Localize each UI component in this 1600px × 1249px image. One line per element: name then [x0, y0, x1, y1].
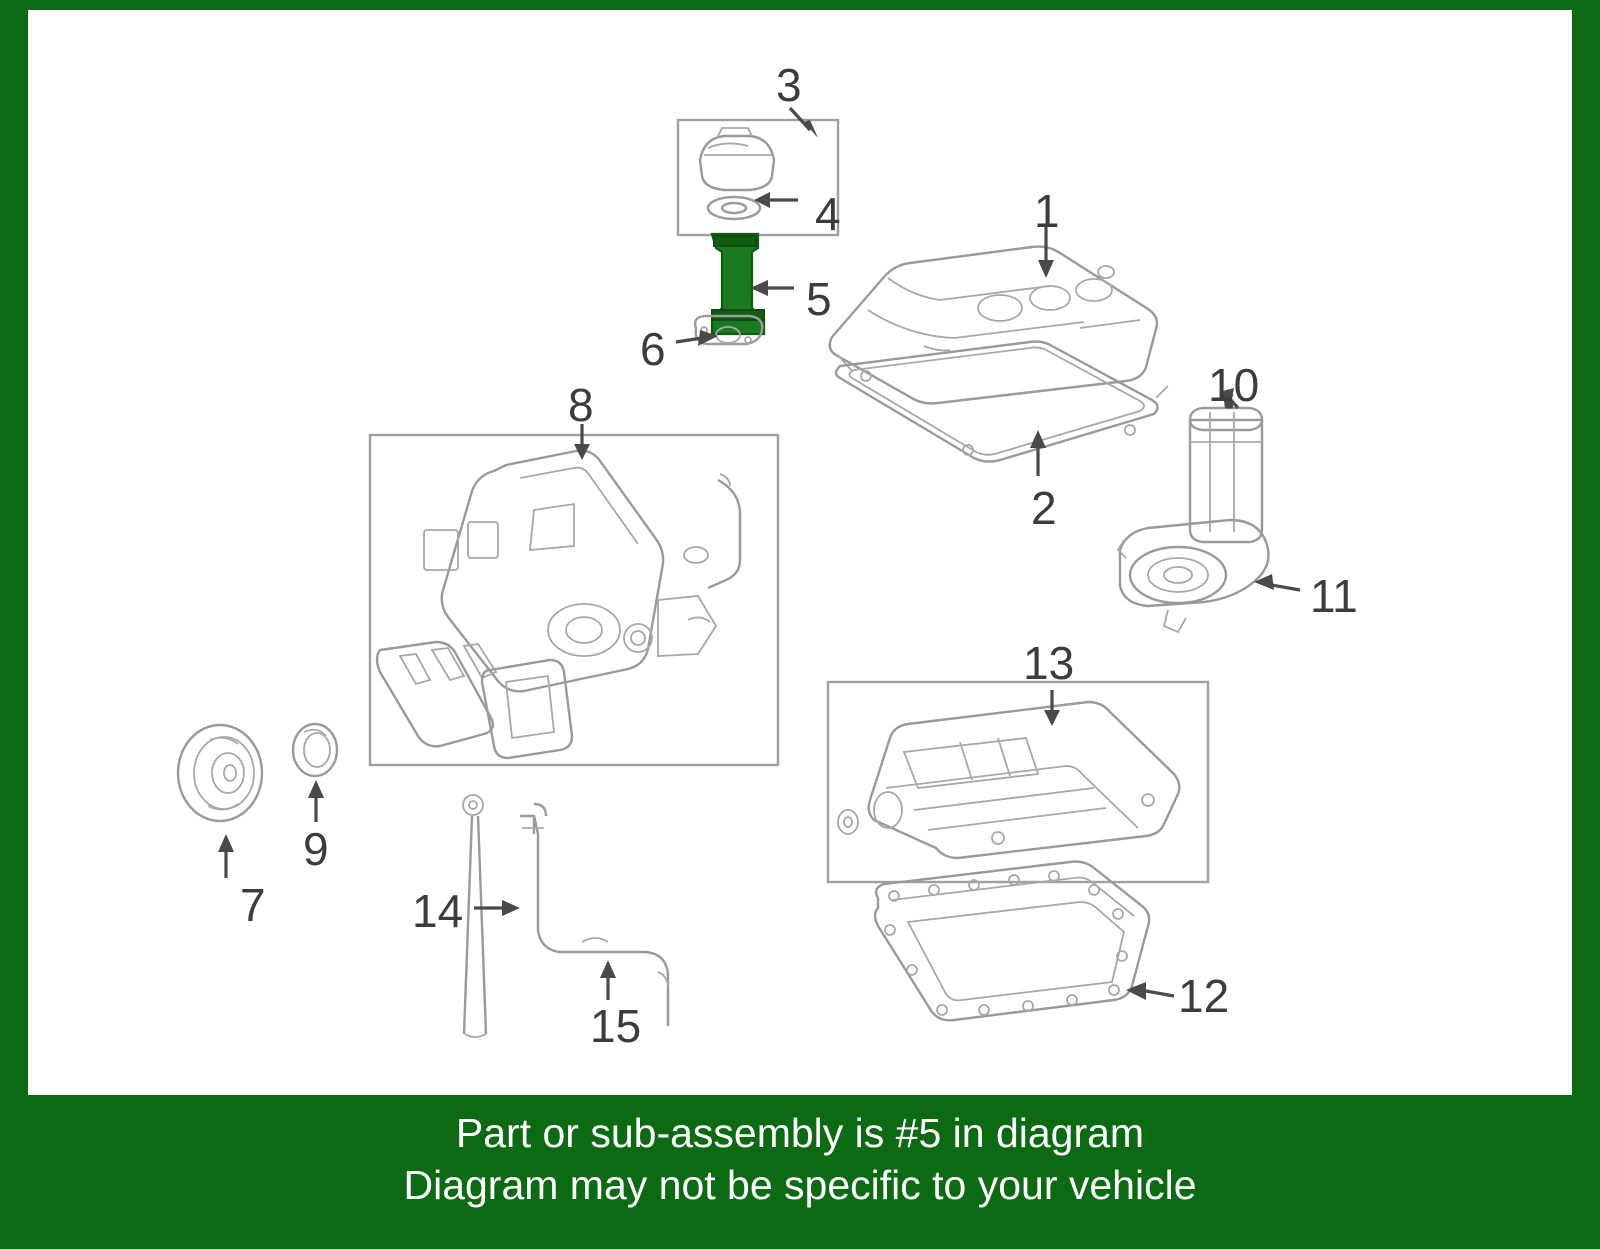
part-group-2-valve-cover-gasket — [836, 342, 1158, 462]
part-group-15-dipstick-tube — [520, 804, 668, 1026]
callout-number-15: 15 — [590, 1000, 642, 1052]
callout-number-10: 10 — [1208, 359, 1260, 411]
banner-line-1: Part or sub-assembly is #5 in diagram — [455, 1110, 1145, 1156]
callout-number-13: 13 — [1023, 637, 1075, 689]
callout-number-2: 2 — [1031, 482, 1057, 534]
callout-number-5: 5 — [806, 273, 832, 325]
callout-number-8: 8 — [568, 379, 594, 431]
diagram-canvas — [28, 10, 1572, 1095]
diagram-svg — [28, 10, 1572, 1095]
part-group-7-crankshaft-pulley — [178, 725, 262, 821]
banner-line-2: Diagram may not be specific to your vehicle — [403, 1162, 1197, 1209]
part-group-3-oil-cap-box — [678, 120, 838, 235]
callout-number-6: 6 — [640, 323, 666, 375]
part-group-14-dipstick — [463, 795, 486, 1037]
part-group-12-oil-pan-lower — [875, 862, 1149, 1021]
callout-number-4: 4 — [815, 188, 841, 240]
callout-number-1: 1 — [1034, 185, 1060, 237]
part-group-9-crankshaft-seal — [293, 724, 337, 776]
callout-number-3: 3 — [776, 59, 802, 111]
callout-number-9: 9 — [303, 823, 329, 875]
info-banner — [28, 1095, 1572, 1239]
part-group-13-oil-pan-upper-box — [828, 682, 1208, 882]
part-group-8-timing-cover-box — [370, 435, 778, 765]
callout-number-11: 11 — [1310, 570, 1358, 622]
callout-number-14: 14 — [412, 885, 464, 937]
callout-number-12: 12 — [1178, 970, 1230, 1022]
callout-number-7: 7 — [240, 879, 266, 931]
